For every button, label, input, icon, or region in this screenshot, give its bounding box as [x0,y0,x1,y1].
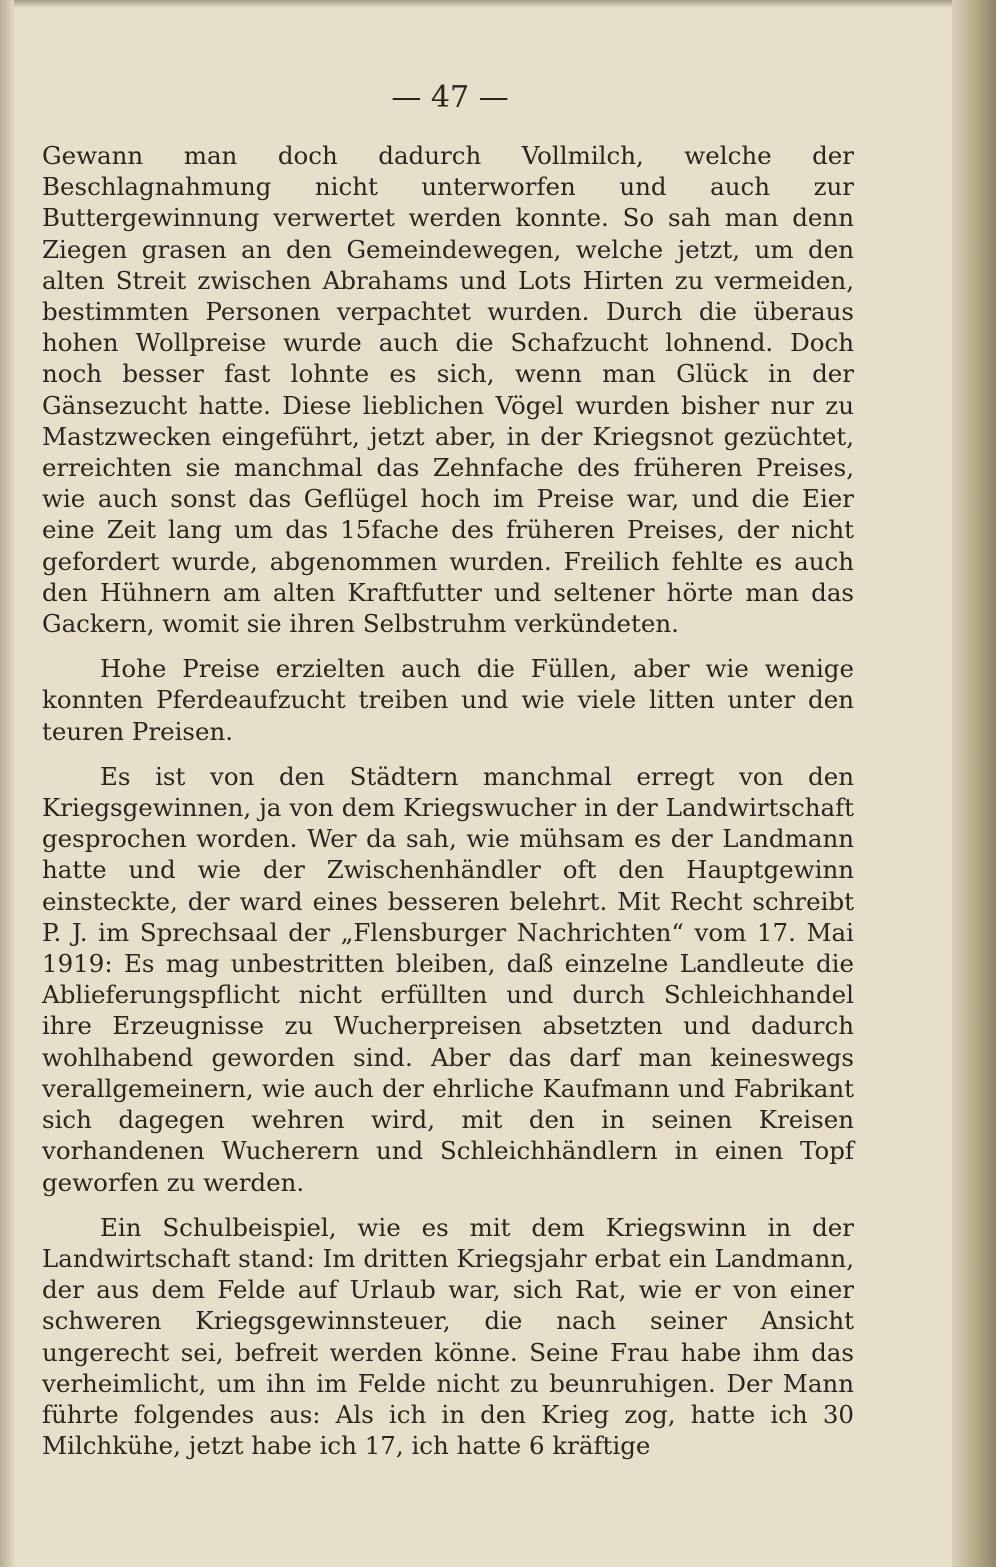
paragraph-war-profits: Es ist von den Städtern manchmal erregt von den Kriegsgewinnen, ja von dem Kriegswucher in der Landwirtschaft gesprochen worden. Wer da sah, wie mühsam es der Landmann hatte und wie der Zwischenhändler oft den Hauptgewinn einsteckte, der ward eines besseren belehrt. Mit Recht schreibt P. J. im Sprechsaal der „Flensburger Nachrichten“ vom 17. Mai 1919: Es mag unbestritten bleiben, daß einzelne Landleute die Ablieferungspflicht nicht erfüllten und durch Schleichhandel ihre Erzeugnisse zu Wucherpreisen absetzten und dadurch wohlhabend geworden sind. Aber das darf man keineswegs verallgemeinern, wie auch der ehrliche Kaufmann und Fabrikant sich dagegen wehren wird, mit den in seinen Kreisen vorhandenen Wucherern und Schleichhändlern in einen Topf geworfen zu werden. [42,761,854,1197]
page-number: — 47 — [391,80,509,115]
paragraph-livestock: Gewann man doch dadurch Vollmilch, welche der Beschlagnahmung nicht unterworfen und auch zur Buttergewinnung verwertet werden konnte. So sah man denn Ziegen grasen an den Gemeindewegen, welche jetzt, um den alten Streit zwischen Abrahams und Lots Hirten zu vermeiden, bestimmten Personen verpachtet wurden. Durch die überaus hohen Wollpreise wurde auch die Schafzucht lohnend. Doch noch besser fast lohnte es sich, wenn man Glück in der Gänsezucht hatte. Diese lieblichen Vögel wurden bisher nur zu Mastzwecken eingeführt, jetzt aber, in der Kriegsnot gezüchtet, erreichten sie manchmal das Zehnfache des früheren Preises, wie auch sonst das Geflügel hoch im Preise war, und die Eier eine Zeit lang um das 15fache des früheren Preises, der nicht gefordert wurde, abgenommen wurden. Freilich fehlte es auch den Hühnern am alten Kraftfutter und seltener hörte man das Gackern, womit sie ihren Selbstruhm verkündeten. [42,141,854,639]
page-right-edge [952,0,996,1567]
page-body-text [42,140,854,1475]
paragraph-foals: Hohe Preise erzielten auch die Füllen, aber wie wenige konnten Pferdeaufzucht treiben und wie viele litten unter den teuren Preisen. [42,654,854,746]
paragraph-school-example: Ein Schulbeispiel, wie es mit dem Kriegswinn in der Landwirtschaft stand: Im dritten Kriegsjahr erbat ein Landmann, der aus dem Felde auf Urlaub war, sich Rat, wie er von einer schweren Kriegsgewinnsteuer, die nach seiner Ansicht ungerecht sei, befreit werden könne. Seine Frau habe ihm das verheimlicht, um ihn im Felde nicht zu beunruhigen. Der Mann führte folgendes aus: Als ich in den Krieg zog, hatte ich 30 Milchkühe, jetzt habe ich 17, ich hatte 6 kräftige [42,1212,854,1461]
page-left-gutter [0,0,14,1567]
page-top-edge [0,0,996,8]
